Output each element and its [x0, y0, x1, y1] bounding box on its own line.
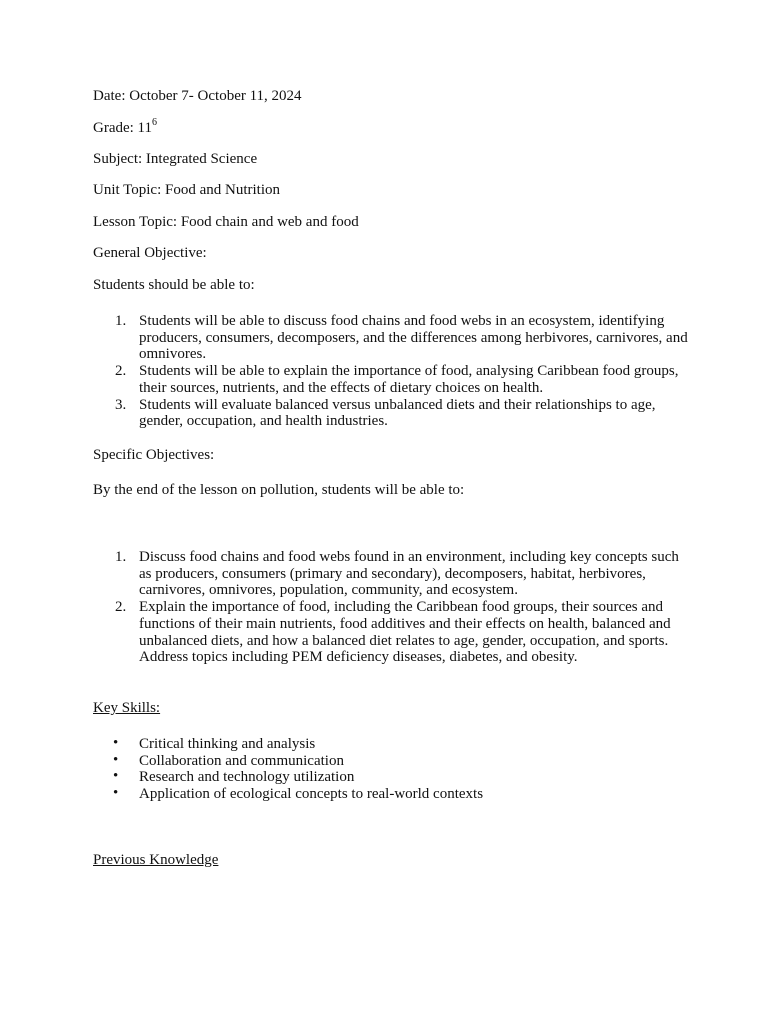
- list-item-text: Research and technology utilization: [139, 769, 355, 786]
- list-item: [93, 397, 693, 430]
- list-item: [93, 549, 693, 599]
- previous-knowledge-heading: Previous Knowledge: [93, 852, 219, 868]
- list-number: 2.: [115, 363, 127, 380]
- list-number: 3.: [115, 396, 127, 413]
- list-item-text: Students will evaluate balanced versus unbalanced diets and their relationships to age, gender, occupation, and health industries.: [139, 396, 656, 430]
- general-objectives-list: [93, 313, 693, 430]
- list-item-text: Critical thinking and analysis: [139, 736, 316, 752]
- list-item-text: Collaboration and communication: [139, 752, 344, 769]
- list-item: [93, 313, 693, 363]
- list-item: [93, 736, 693, 753]
- list-item-text: Students will be able to discuss food chains and food webs in an ecosystem, identifying producers, consumers, decomposers, and the differences among herbivores, carnivores, and omnivores.: [139, 313, 688, 363]
- list-item: [93, 786, 693, 803]
- unit-topic-line: Unit Topic: Food and Nutrition: [93, 182, 281, 198]
- list-item: [93, 753, 693, 770]
- list-item-text: Application of ecological concepts to real-world contexts: [139, 786, 484, 803]
- grade-line: [93, 119, 157, 137]
- list-item: [93, 769, 693, 786]
- key-skills-heading: Key Skills:: [93, 700, 161, 716]
- list-number: 1.: [115, 549, 127, 565]
- bullet-icon: •: [113, 735, 119, 751]
- bullet-icon: •: [113, 785, 119, 802]
- grade-label: Grade: 11: [93, 120, 153, 136]
- list-item-text: Students will be able to explain the importance of food, analysing Caribbean food groups, their sources, nutrients, and the effects of dietary choices on health.: [139, 363, 679, 396]
- list-number: 1.: [115, 313, 127, 329]
- list-item-text: Explain the importance of food, including the Caribbean food groups, their sources and functions of their main nutrients, food additives and their effects on health, balanced and unbalanced diets, and how a balanced diet relates to age, gender, occupation, and sports. Address topics including PEM deficiency diseases, diabetes, and obesity.: [139, 599, 671, 666]
- general-objective-intro: Students should be able to:: [93, 277, 255, 293]
- general-objective-heading: General Objective:: [93, 245, 207, 261]
- list-item-text: Discuss food chains and food webs found in an environment, including key concepts such as producers, consumers (primary and secondary), decomposers, habitat, herbivores, carnivores, omnivores, population, community, and ecosystem.: [139, 549, 679, 599]
- grade-superscript: 6: [152, 117, 158, 128]
- subject-line: Subject: Integrated Science: [93, 151, 258, 167]
- list-number: 2.: [115, 599, 127, 616]
- list-item: [93, 599, 693, 666]
- specific-objectives-list: [93, 549, 693, 666]
- bullet-icon: •: [113, 751, 119, 768]
- specific-objectives-intro: By the end of the lesson on pollution, students will be able to:: [93, 482, 465, 498]
- specific-objectives-heading: Specific Objectives:: [93, 447, 215, 463]
- key-skills-list: [93, 736, 693, 803]
- date-line: Date: October 7- October 11, 2024: [93, 88, 302, 104]
- bullet-icon: •: [113, 768, 119, 785]
- lesson-topic-line: Lesson Topic: Food chain and web and food: [93, 214, 359, 230]
- list-item: [93, 363, 693, 396]
